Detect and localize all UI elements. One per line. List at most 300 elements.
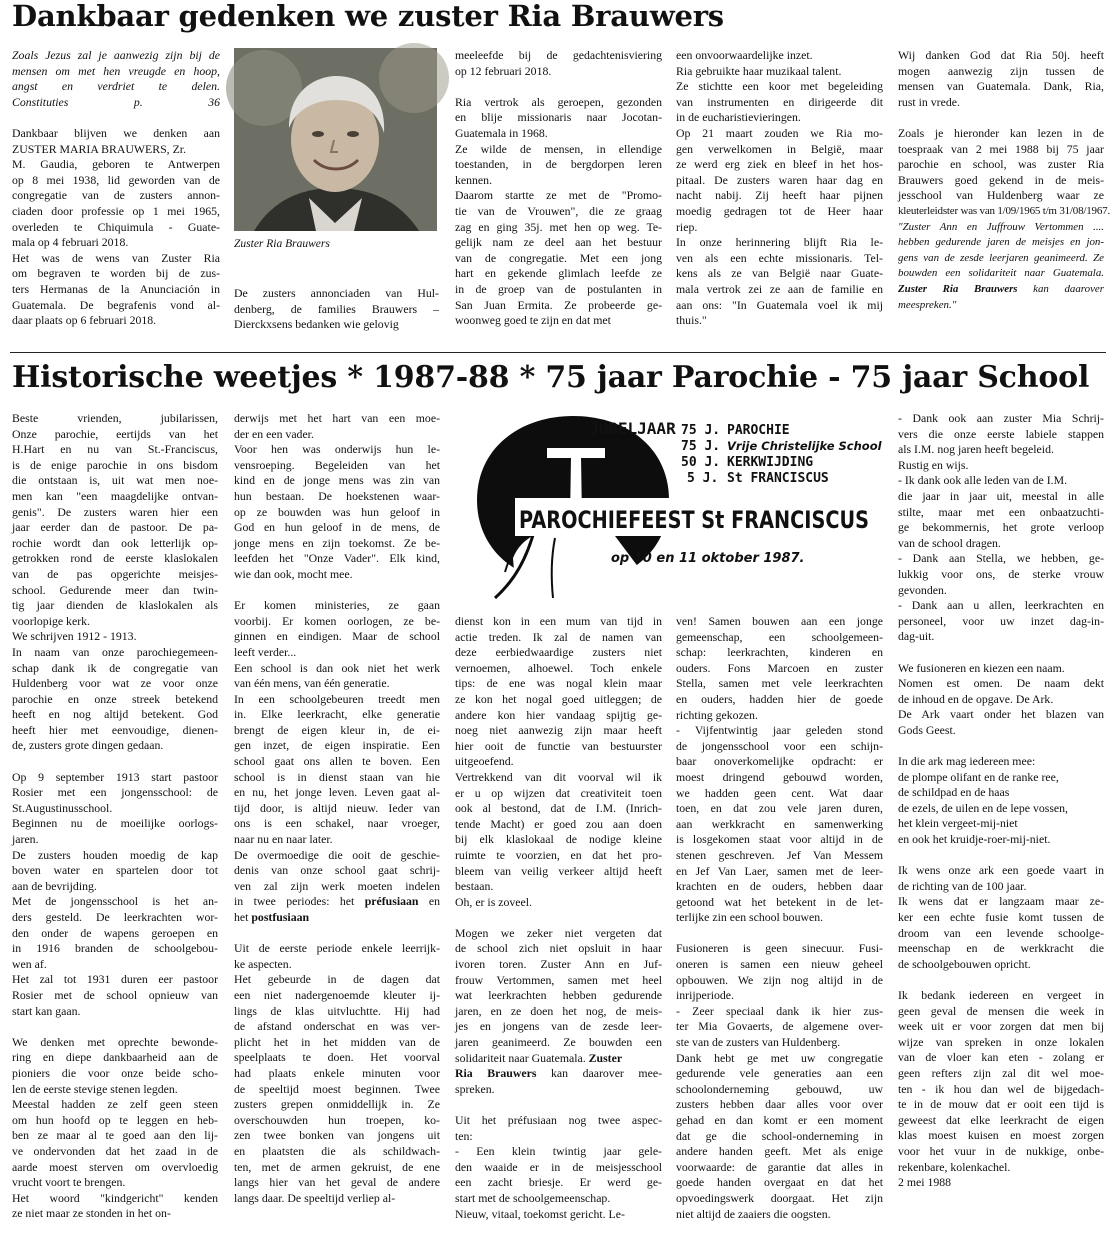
text-line: op ze bouwden was hun geloof in: [234, 504, 440, 519]
text-line: dag-uit.: [898, 629, 935, 644]
text-line: Het woord "kindgericht" kenden: [12, 1190, 218, 1205]
text-line: voorwaarde: de garantie dat alles in: [676, 1159, 883, 1174]
text-line: de jongensschool voor een schijn-: [676, 738, 883, 753]
text-line: zusters hebben daar alles voor over: [676, 1097, 883, 1112]
text-line: In naam van onze parochiegemeen-: [12, 644, 218, 659]
text-line: mala vertrok zei ze aan de familie en: [676, 281, 883, 296]
article-title-historische-weetjes: Historische weetjes * 1987-88 * 75 jaar Parochie - 75 jaar School: [12, 360, 1090, 395]
text-line: deze eerbiedwaardige zusters niet: [455, 645, 662, 660]
portrait-illustration: [234, 48, 437, 231]
text-line: parochie en onze streek betekend: [12, 691, 218, 706]
text-line: de schoolgebouwen opricht.: [898, 956, 1031, 971]
drawing-header: JUBELJAAR: [589, 419, 676, 438]
text-line: - Dank ook aan zuster Mia Schrij-: [898, 411, 1104, 425]
text-line: mala op 4 februari 2018.: [12, 235, 129, 250]
text-line: geen geval de mensen die week in: [898, 1003, 1104, 1018]
text-line: getrokken rond de eerste klaslokalen: [12, 551, 218, 566]
text-line: overleden te Chiquimula - Guate-: [12, 219, 220, 234]
text-line: [455, 1051, 662, 1067]
text-line: Ria vertrok als geroepen, gezonden: [455, 94, 662, 109]
bold-term: postfusiaan: [251, 910, 310, 924]
quote-line: meespreken.": [898, 298, 957, 311]
text-line: de inhoud en de opgave. De Ark.: [898, 691, 1054, 706]
drawing-item-age: 5 J.: [687, 471, 719, 486]
text-line: vensroeping. Begeleiden van het: [234, 457, 440, 472]
text-line: zusters grepen onmiddellijk in. Ze: [234, 1097, 440, 1112]
text-line: gedurende vele generaties aan een: [676, 1066, 883, 1081]
article1-column-1: [12, 48, 220, 329]
poem-line: het klein vergeet-mij-niet: [898, 816, 1018, 831]
text-line: week uit er voor zorgen dat men bij: [898, 1019, 1104, 1034]
quote-fragment: kan daarover: [1033, 282, 1104, 295]
text-line: den waaide er in de meisjesschool: [455, 1159, 662, 1174]
text-line: ivoren toren. Zuster Ann en Juf-: [455, 957, 662, 972]
text-line: en blije missionaris naar Jocotan-: [455, 110, 662, 125]
article2-column-4: [676, 614, 883, 1222]
text-line: er u op wijzen dat creativiteit toen: [455, 785, 662, 800]
text-line: Ik wens dat er langzaam maar ze-: [898, 894, 1104, 909]
text-line: genis". De zusters waren hier een: [12, 504, 218, 519]
text-line: voor het vuur in de nukkige, onbe-: [898, 1143, 1104, 1158]
text-line: Wij danken God dat Ria 50j. heeft: [898, 48, 1104, 62]
quote-line: angst en verdriet te delen.: [12, 79, 220, 94]
text-line: rochie wordt dan ook letterlijk op-: [12, 535, 218, 550]
text-line: De zusters houden moedig de kap: [12, 847, 218, 862]
text-line: thuis.": [676, 313, 707, 328]
quote-source: Constituties p. 36: [12, 94, 220, 109]
text-line: moedig gedragen tot de Heer haar: [676, 203, 883, 218]
text-line: ker een echte fusie komt tussen de: [898, 910, 1104, 924]
text-line: schap: leerkrachten, kinderen en: [676, 645, 883, 660]
text-line: Huldenberg voor wat ze voor onze: [12, 676, 218, 691]
jubilee-drawing: [455, 408, 895, 600]
quote-line: mensen om met hen vreugde en hoop,: [12, 63, 220, 78]
text-line: De zusters annonciaden van Hul-: [234, 286, 439, 300]
text-line: Daarom startte ze met de "Promo-: [455, 188, 662, 203]
text-line: toen, en dat zou vele jaren duren,: [676, 801, 883, 816]
text-line: Onze parochie, eertijds van het: [12, 426, 218, 441]
text-line: tende Macht) er goed zou aan doen: [455, 816, 662, 831]
text-line: ouders. Fons Marcoen en zuster: [676, 660, 883, 675]
text-line: andere kon hier vandaag spijtig ge-: [455, 707, 662, 722]
text-line: een niet nadergenoemde kleuter ij-: [234, 987, 440, 1002]
text-line: wat leerkrachten hebben gedurende: [455, 988, 662, 1003]
jubilee-illustration: [455, 408, 895, 600]
text-line: te in de mouw dat er ooit een tijd is: [898, 1097, 1104, 1112]
text-line: gemeenschap, een schoolgemeen-: [676, 629, 883, 644]
text-line: opvoedingswerk doorgaat. Het zijn: [676, 1190, 883, 1205]
text-line: ters Hermanas de la Anunciación in: [12, 281, 220, 296]
text-line: boven water en spartelen door tot: [12, 863, 218, 878]
text-line: vrucht voort te brengen.: [12, 1175, 126, 1190]
text-fragment: solidariteit naar Guatemala.: [455, 1050, 586, 1065]
text-line: school gaat ons allen te boven. Een: [234, 754, 440, 769]
article-title-ria-brauwers: Dankbaar gedenken we zuster Ria Brauwers: [12, 0, 724, 33]
text-line: ze kon het nogal goed uitleggen; de: [455, 691, 662, 706]
photo-caption: Zuster Ria Brauwers: [234, 238, 330, 250]
text-line: ook al bestond, dat de I.M. (Inrich-: [455, 801, 662, 816]
text-line: die ontstaan is, uit wat men noe-: [12, 473, 218, 488]
text-line: heeft en nog altijd betekent. God: [12, 707, 218, 722]
text-line: kleuterleidster was van 1/09/1965 t/m 31/08/1967.: [898, 204, 1110, 217]
text-line: klas moest kuisen en moest zorgen: [898, 1128, 1104, 1143]
text-line: de richting van de 100 jaar.: [898, 878, 1027, 893]
drawing-banner: PAROCHIEFEEST St FRANCISCUS: [519, 506, 869, 534]
text-line: geweest dat elke leerkracht de eigen: [898, 1112, 1104, 1127]
text-line: hier ooit de functie van bestuurster: [455, 738, 662, 753]
text-line: op 8 mei 1938, lid geworden van de: [12, 172, 220, 187]
text-line: die jaar in jaar uit, meestal in alle: [898, 488, 1104, 503]
portrait-photo: [234, 48, 437, 231]
text-line: meeleefde bij de gedachtenisviering: [455, 48, 662, 62]
text-line: mensen van Guatemala. Dank, Ria,: [898, 79, 1104, 94]
text-line: niet altijd de zaaiers die oogsten.: [676, 1206, 831, 1221]
bold-name: Ria Brauwers: [455, 1066, 537, 1081]
text-line: jaren.: [12, 832, 39, 847]
text-line: Op 9 september 1913 start pastoor: [12, 769, 218, 784]
text-line: noeg niet aanwezig zijn maar heeft: [455, 723, 662, 738]
text-line: is de enige parochie in ons bisdom: [12, 457, 218, 472]
text-line: Ria gebruikte haar muzikaal talent.: [676, 63, 842, 78]
text-line: Ze stichtte een koor met begeleiding: [676, 79, 883, 94]
text-line: toestanden, in de bergdorpen leren: [455, 157, 662, 172]
text-line: tig jaar dienden de klaslokalen als: [12, 598, 218, 613]
text-line: woonweg goed te zijn en dat met: [455, 313, 611, 328]
text-line: M. Gaudia, geboren te Antwerpen: [12, 157, 220, 172]
text-line: Ze wilde de mensen, in ellendige: [455, 141, 662, 156]
text-line: ven! Samen bouwen aan een jonge: [676, 614, 883, 628]
text-line: moest dringend gebouwd worden,: [676, 769, 883, 784]
article2-column-1: [12, 411, 218, 1222]
text-line: toespraak van 2 mei 1988 bij 75 jaar: [898, 141, 1104, 156]
text-line: Brauwers goed gekend in de meis-: [898, 172, 1104, 187]
text-line: aan de bevrijding.: [12, 878, 97, 893]
text-line: speelplaats te doen. Het voorval: [234, 1050, 440, 1065]
text-line: St.Augustinusschool.: [12, 800, 113, 815]
text-line: nacht nabij. Zij heeft haar pijnen: [676, 188, 883, 203]
article1-column-4: [676, 48, 883, 329]
text-line: De Ark vaart onder het blazen van: [898, 707, 1104, 722]
text-line: H.Hart en nu van St.-Franciscus,: [12, 442, 218, 457]
text-line: We schrijven 1912 - 1913.: [12, 629, 137, 644]
text-line: richting gekozen.: [676, 707, 758, 722]
text-line: den onder de wapens geroepen en: [12, 925, 218, 940]
text-line: van de vloer kan eten - zolang er: [898, 1050, 1104, 1065]
text-line: wijze van spreken in onze lokalen: [898, 1034, 1104, 1049]
text-line: ruimte te voorzien, en dat het pro-: [455, 847, 662, 862]
drawing-item-label: St FRANCISCUS: [727, 471, 829, 486]
poem-line: In die ark mag iedereen mee:: [898, 754, 1036, 769]
text-line: naar nu en naar later.: [234, 832, 333, 847]
text-line: opbouwen. We zijn nog altijd in de: [676, 972, 883, 987]
text-line: ons is een schakel, naar vroeger,: [234, 816, 440, 831]
text-line: vers die onze eerste labiele stappen: [898, 426, 1104, 441]
text-line: van de school dragen.: [898, 535, 1001, 550]
text-line: ten:: [455, 1128, 473, 1143]
text-line: brengt de eigen kleur in, de ei-: [234, 722, 440, 737]
drawing-item-age: 75 J.: [681, 423, 721, 438]
text-line: jesschool van Huldenberg waar ze: [898, 188, 1104, 203]
text-line: De overmoedige die ooit de geschie-: [234, 847, 440, 862]
text-line: denis van onze school gaat schrij-: [234, 863, 440, 878]
article2-column-3: [455, 614, 662, 1222]
text-line: parochie en school, was zuster Ria: [898, 157, 1104, 172]
drawing-item-label: Vrije Christelijke School: [727, 439, 882, 453]
text-line: terlijke zin een school bouwen.: [676, 910, 824, 925]
drawing-item-label: PAROCHIE: [727, 423, 790, 438]
text-line: aan ons: "In Guatemala voel ik mij: [676, 297, 883, 312]
text-line: ze werd erg ziek en bleef in het hos-: [676, 157, 883, 172]
text-line: om hun hoofd op te leggen en heb-: [12, 1112, 218, 1127]
text-line: leeft verder...: [234, 644, 297, 659]
text-line: oneren is samen een nieuw geheel: [676, 957, 883, 972]
article1-column-5: [898, 48, 1110, 313]
text-line: overschouwden hun troepen, ko-: [234, 1112, 440, 1127]
text-line: zen twee bonken van jongens uit: [234, 1128, 440, 1143]
text-line: - Zeer speciaal dank ik hier zus-: [676, 1003, 883, 1018]
drawing-date: op 10 en 11 oktober 1987.: [611, 551, 805, 566]
text-line: tijd door, is altijd nieuw. Ieder van: [234, 800, 440, 815]
text-line: ze niet maar ze stonden in het on-: [12, 1206, 171, 1221]
text-line: In een schoolgebeuren treedt men: [234, 691, 440, 706]
text-line: We fusioneren en kiezen een naam.: [898, 660, 1065, 675]
drawing-item-age: 75 J.: [681, 439, 721, 454]
text-line: plicht het in het midden van de: [234, 1034, 440, 1049]
text-line: - Vijfentwintig jaar geleden stond: [676, 723, 883, 738]
text-line: de, zusters grote dingen gedaan.: [12, 738, 164, 753]
text-line: meenschap en de werkkracht die: [898, 941, 1104, 956]
text-line: ven als een echte missionaris. Tel-: [676, 250, 883, 265]
article2-column-5: [898, 411, 1104, 1191]
text-line: Rosier met een jongensschool: de: [12, 785, 218, 800]
text-line: rust in vrede.: [898, 94, 960, 109]
text-line: ten - ik hou dan wel de bijgedach-: [898, 1081, 1104, 1096]
text-line: San Juan Ermita. Ze probeerde ge-: [455, 297, 662, 312]
text-line: Beginnen nu de moeilijke oorlogs-: [12, 816, 218, 831]
text-line: baar onoverkomelijke opdracht: er: [676, 754, 883, 769]
text-line: stenen geschreven. Jef Van Messem: [676, 847, 883, 862]
quote-line: hebben gedurende jaren de meisjes en jon-: [898, 236, 1104, 249]
text-line: Fusioneren is geen sinecuur. Fusi-: [676, 941, 883, 956]
text-line: denberg, de families Brauwers –: [234, 301, 439, 316]
text-line: ve ondervonden dat het zaad in de: [12, 1143, 218, 1158]
text-line: - Dank aan Stella, we hebben, ge-: [898, 551, 1104, 566]
text-line: jaren geanimeerd. Ze bouwden een: [455, 1035, 662, 1050]
text-fragment: kan daarover mee-: [551, 1066, 663, 1081]
text-line: pioniers die voor onze beide scho-: [12, 1065, 218, 1080]
text-line: ke aspecten.: [234, 956, 292, 971]
text-line: gevonden.: [898, 582, 947, 597]
text-line: daar plaats op 6 februari 2018.: [12, 313, 157, 328]
text-line: Een school is dan ook niet het werk: [234, 660, 440, 675]
text-line: Beste vrienden, jubilarissen,: [12, 411, 218, 425]
text-line: ben ze maar al te goed aan den lij-: [12, 1128, 218, 1143]
text-line: Op 21 maart zouden we Ria mo-: [676, 125, 883, 140]
text-line: Vertrekkend van dit voorval wil ik: [455, 769, 662, 784]
drawing-item-label: KERKWIJDING: [727, 455, 814, 470]
text-line: een onvoorwaardelijke inzet.: [676, 48, 813, 62]
text-line: Rosier met de school opnieuw van: [12, 987, 218, 1002]
quote-line: "Zuster Ann en Juffrouw Vertommen ....: [898, 220, 1104, 233]
text-line: op 12 februari 2018.: [455, 63, 552, 78]
quote-line: bouwden een solidariteit naar Guatemala.: [898, 267, 1104, 280]
text-line: en ouders, hadden hier de goede: [676, 691, 883, 706]
text-line: had plaats enkele minuten voor: [234, 1065, 440, 1080]
poem-line: en ook het kruidje-roer-mij-niet.: [898, 832, 1051, 847]
text-line: langs hier van het geval de andere: [234, 1175, 440, 1190]
text-line: Rustig en wijs.: [898, 457, 969, 472]
text-line: Nieuw, vitaal, toekomst gericht. Le-: [455, 1206, 625, 1221]
text-line: bestaan.: [455, 879, 494, 894]
text-line: van de pas opgerichte meisjes-: [12, 566, 218, 581]
text-line: tie van de Vrouwen", die ze graag: [455, 203, 662, 218]
text-line: jaren, en ze doen het nog, de meis-: [455, 1003, 662, 1018]
text-line: en Jef Van Laer, samen met de leer-: [676, 863, 883, 878]
text-line: Stella, samen met vele leerkrachten: [676, 676, 883, 691]
text-line: voorbij. Er komen oorlogen, ze be-: [234, 613, 440, 628]
text-line: jaar eerder dan de pastoor. De pa-: [12, 520, 218, 535]
text-line: en nu, het jonge leven. Leven gaat al-: [234, 785, 440, 800]
text-line: ring en diepe dankbaarheid aan de: [12, 1050, 218, 1065]
text-line: ders gesteld. De leerkrachten wor-: [12, 910, 218, 924]
text-line: Met de jongensschool is het an-: [12, 894, 218, 909]
text-line: - Dank aan u allen, leerkrachten en: [898, 598, 1104, 613]
text-line: zag en ging 35j. met hen op weg. Te-: [455, 219, 662, 234]
text-line: schap dank ik de congregatie van: [12, 660, 218, 675]
text-line: Gods Geest.: [898, 722, 956, 737]
text-line: langs daar. De speeltijd verliep al-: [234, 1190, 396, 1205]
text-line: Het was de wens van Zuster Ria: [12, 250, 220, 265]
text-line: ZUSTER MARIA BRAUWERS, Zr.: [12, 141, 187, 156]
text-line: in de groep van de postulanten in: [455, 281, 662, 296]
text-line: spreken.: [455, 1081, 495, 1096]
text-line: ginnen en eindigen. Maar de school: [234, 629, 440, 644]
text-line: kind en de jonge mens was zin van: [234, 473, 440, 488]
text-line: Dank hebt ge met uw congregatie: [676, 1050, 883, 1065]
text-line: [234, 910, 440, 926]
article2-column-2: [234, 411, 440, 1206]
text-line: mogen aanwezig zijn tussen de: [898, 63, 1104, 78]
text-line: derwijs met het hart van een moe-: [234, 411, 440, 425]
text-line: Uit de eerste periode enkele leerrijk-: [234, 941, 440, 956]
poem-line: de ezels, de uilen en de lepe vossen,: [898, 800, 1069, 815]
text-line: Zoals je hieronder kan lezen in de: [898, 125, 1104, 140]
section-divider: [10, 352, 1106, 353]
text-line: - Ik dank ook alle leden van de I.M.: [898, 473, 1068, 488]
text-line: ste van de zusters van Huldenberg.: [676, 1035, 841, 1050]
text-line: wie dan ook, mocht mee.: [234, 566, 353, 581]
text-line: vernoemen, alhoewel. Toch enkele: [455, 660, 662, 675]
text-line: God en hun geloof in de mens, de: [234, 520, 440, 535]
text-line: start met de schoolgemeenschap.: [455, 1190, 611, 1205]
text-line: personeel, voor uw inzet dag-in-: [898, 613, 1104, 628]
text-line: van instrumenten en dirigeerde dit: [676, 94, 883, 109]
text-line: droom van een levende schoolge-: [898, 925, 1104, 940]
text-line: de afstand onderschat en was ver-: [234, 1019, 440, 1034]
text-line: stilte, maar met een onbaatzuchti-: [898, 504, 1104, 519]
text-line: school. Gedurende meer dan twin-: [12, 582, 218, 597]
text-line: - Een klein twintig jaar gele-: [455, 1144, 662, 1159]
text-line: jonge mens en zijn toekomst. Ze be-: [234, 535, 440, 550]
text-line: Ik bedank iedereen en vergeet in: [898, 987, 1104, 1002]
text-line: We denken met oprechte bewonde-: [12, 1034, 218, 1049]
text-line: actie treden. Ik zal de namen van: [455, 629, 662, 644]
text-line: [455, 1066, 662, 1082]
text-line: pitaal. De zusters waren haar dag en: [676, 172, 883, 187]
text-line: rekenbare, kolenkachel.: [898, 1159, 1011, 1174]
text-line: van de congregatie. Met een jong: [455, 250, 662, 265]
text-line: ciaden door professie op 1 mei 1965,: [12, 203, 220, 218]
text-line: Nomen est omen. De naam dekt: [898, 676, 1104, 691]
text-line: inrijperiode.: [676, 988, 734, 1003]
text-line: als I.M. nog jaren heeft begeleid.: [898, 442, 1054, 457]
text-line: men kan "een maagdelijke ontvan-: [12, 488, 218, 503]
text-line: ge bekommernis, het grote verloop: [898, 520, 1104, 535]
text-line: is losgekomen staat voor altijd in de: [676, 832, 883, 847]
text-line: start kan gaan.: [12, 1003, 81, 1018]
text-line: In onze herinnering blijft Ria le-: [676, 235, 883, 250]
text-line: Oh, er is zoveel.: [455, 894, 532, 909]
text-line: getoond wat het betekent in de let-: [676, 894, 883, 909]
text-line: gehad en dan komt er een moment: [676, 1113, 883, 1127]
text-line: school is in dienst staan van hie: [234, 769, 440, 784]
text-line: der en een vader.: [234, 426, 314, 441]
poem-line: de schildpad en de haas: [898, 785, 1010, 800]
text-line: gelijk nam ze deel aan het bestuur: [455, 235, 662, 250]
text-line: leefden het "Onze Vader". Elk kind,: [234, 551, 440, 566]
text-line: congregatie van de zusters annon-: [12, 188, 220, 203]
text-line: Het gebeurde in de dagen dat: [234, 972, 440, 987]
text-line: Dankbaar blijven we denken aan: [12, 125, 220, 140]
text-line: gen verwelkomen in België, maar: [676, 141, 883, 156]
quote-line: [898, 282, 1104, 298]
text-line: voorlopige kerk.: [12, 613, 90, 628]
text-line: len de eerste stevige stenen legden.: [12, 1081, 178, 1096]
bold-term: préfusiaan: [364, 894, 419, 909]
text-line: wen af.: [12, 956, 47, 971]
text-line: de school zich niet opsluit in haar: [455, 941, 662, 956]
text-line: bleem van veilig verkeer altijd heeft: [455, 863, 662, 878]
date-line: 2 mei 1988: [898, 1175, 952, 1190]
bold-name: Zuster: [588, 1050, 623, 1065]
text-line: schoolonderneming gebouwd, uw: [676, 1081, 883, 1096]
text-line: Er komen ministeries, ze gaan: [234, 598, 440, 613]
text-line: Uit het préfusiaan nog twee aspec-: [455, 1113, 662, 1127]
text-line: om begraven te worden bij de zus-: [12, 266, 220, 281]
text-fragment: in twee periodes: het: [234, 894, 355, 909]
text-line: aarde moest sterven om overvloedig: [12, 1159, 218, 1174]
text-line: de speeltijd moest beginnen. Twee: [234, 1081, 440, 1096]
text-line: Het zal tot 1931 duren eer pastoor: [12, 972, 218, 987]
quote-line: Zoals Jezus zal je aanwezig zijn bij de: [12, 48, 220, 62]
text-line: een zacht briesje. Er werd ge-: [455, 1175, 662, 1190]
text-line: we hadden geen cent. Wat daar: [676, 785, 883, 800]
text-line: ven zal zijn werk moeten indelen: [234, 878, 440, 893]
text-line: Guatemala. De begrafenis vond al-: [12, 297, 220, 312]
quote-line: gens van de zesde leerjaren geanimeerd. Ze: [898, 251, 1104, 264]
text-line: kennen.: [455, 172, 493, 187]
text-line: lukkig voor ons, de sterke vrouw: [898, 566, 1104, 581]
text-line: tips: de ene was nogal klein maar: [455, 676, 662, 691]
article1-column-3: [455, 48, 662, 329]
text-line: Mogen we zeker niet vergeten dat: [455, 925, 662, 940]
text-line: Ik wens onze ark een goede vaart in: [898, 863, 1104, 878]
text-line: aan werkkracht en samenwerking: [676, 816, 883, 831]
text-line: gen inzet, de eigen inspiratie. Een: [234, 738, 440, 753]
text-line: bij elk klaslokaal de nodige kleine: [455, 832, 662, 847]
text-line: lings de klas uitvluchtte. Hij had: [234, 1003, 440, 1018]
highlight-name: Zuster Ria Brauwers: [898, 282, 1018, 295]
